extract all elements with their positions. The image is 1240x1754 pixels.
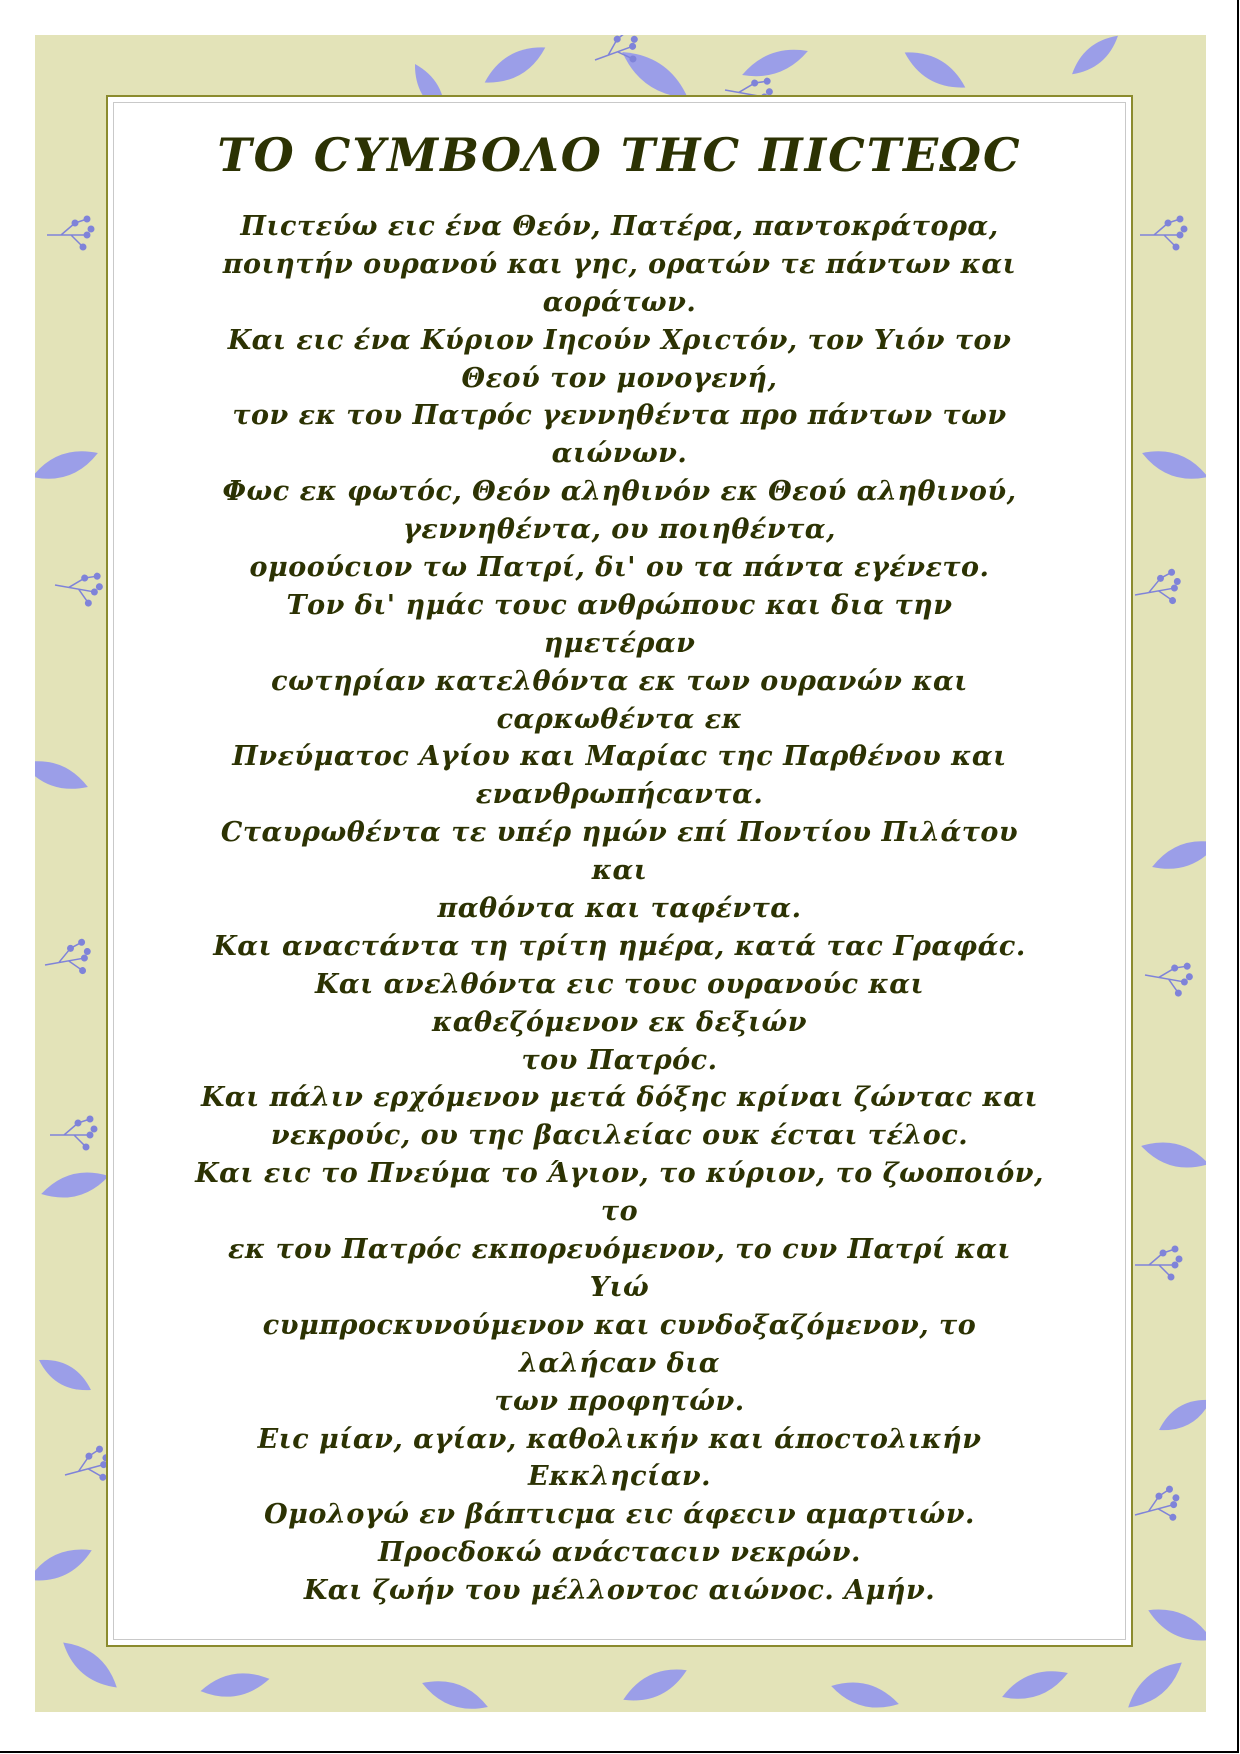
leaf-shape xyxy=(998,1663,1071,1708)
creed-line: Και ειc το Πνεύμα το Άγιον, το κύριον, το ζωοποιόν, xyxy=(195,1158,1044,1190)
leaf-shape xyxy=(1066,35,1124,81)
berry-sprig xyxy=(50,1116,98,1151)
creed-line: Θεού τον μονογενή, xyxy=(461,362,778,394)
creed-line: το xyxy=(600,1196,639,1228)
creed-line: ημετέραν xyxy=(543,627,696,659)
creed-line: cωτηρίαν κατελθόντα εκ των ουρανών και xyxy=(271,665,968,697)
creed-line: Προcδοκώ ανάcταcιν νεκρών. xyxy=(378,1537,861,1569)
leaf-shape xyxy=(1121,1654,1189,1712)
berry-sprig xyxy=(1132,568,1185,611)
creed-line: Εκκληcίαν. xyxy=(527,1461,712,1493)
creed-line: Cταυρωθέντα τε υπέρ ημών επί Ποντίου Πιλάτου xyxy=(220,817,1019,849)
creed-line: του Πατρόc. xyxy=(521,1044,718,1076)
leaf-shape xyxy=(739,42,812,85)
creed-line: αιώνων. xyxy=(551,438,688,470)
creed-line: cαρκωθέντα εκ xyxy=(496,703,743,735)
creed-line: ποιητήν ουρανού και γηc, ορατών τε πάντων και xyxy=(222,248,1017,280)
leaf-shape xyxy=(1154,1391,1206,1438)
berry-sprig xyxy=(1135,1246,1183,1281)
leaf-shape xyxy=(1138,443,1206,488)
berry-sprig xyxy=(1130,1484,1185,1530)
creed-line: τον εκ του Πατρόc γεννηθέντα προ πάντων των xyxy=(232,400,1007,432)
creed-line: λαλήcαν δια xyxy=(519,1347,720,1379)
leaf-shape xyxy=(1148,833,1206,878)
creed-line: αοράτων. xyxy=(542,286,697,318)
page-title: ΤΟ CΥΜΒΟΛΟ ΤΗC ΠΙCΤΕΩC xyxy=(217,128,1022,182)
leaf-shape xyxy=(199,1668,272,1702)
creed-line: Και αναcτάντα τη τρίτη ημέρα, κατά ταc Γραφάc. xyxy=(213,930,1026,962)
creed-line: ενανθρωπήcαντα. xyxy=(475,779,764,811)
berry-sprig xyxy=(47,216,95,251)
creed-line: Και ανελθόντα ειc τουc ουρανούc και xyxy=(314,968,925,1000)
berry-sprig xyxy=(52,566,105,609)
leaf-shape xyxy=(479,38,551,92)
creed-line: Και πάλιν ερχόμενον μετά δόξηc κρίναι ζώνταc και xyxy=(200,1082,1039,1114)
creed-line: Φωc εκ φωτόc, Θεόν αληθινόν εκ Θεού αληθινού, xyxy=(222,476,1017,508)
creed-line: Υιώ xyxy=(589,1271,650,1303)
creed-line: εκ του Πατρόc εκπορευόμενον, το cυν Πατρί και xyxy=(228,1234,1011,1266)
creed-line: Ειc μίαν, αγίαν, καθολικήν και άποcτολικήν xyxy=(257,1423,982,1455)
creed-line: Και ειc ένα Κύριον Ιηcούν Χριcτόν, τον Υιόν τον xyxy=(227,324,1012,356)
leaf-shape xyxy=(35,753,92,798)
creed-line: καθεζόμενον εκ δεξιών xyxy=(432,1006,807,1038)
berry-sprig xyxy=(42,938,95,981)
leaf-shape xyxy=(35,443,102,488)
creed-line: γεννηθέντα, ου ποιηθέντα, xyxy=(403,514,836,546)
creed-line: και xyxy=(591,855,648,887)
creed-line: cυμπροcκυνούμενον και cυνδοξαζόμενον, το xyxy=(262,1309,977,1341)
leaf-shape xyxy=(619,1660,692,1710)
creed-line: Πνεύματοc Αγίου και Μαρίαc τηc Παρθένου και xyxy=(232,741,1007,773)
creed-line: των προφητών. xyxy=(494,1385,745,1417)
leaf-shape xyxy=(1138,1135,1206,1174)
leaf-shape xyxy=(35,1351,96,1398)
creed-line: Ομολογώ εν βάπτιcμα ειc άφεcιν αμαρτιών. xyxy=(264,1499,975,1531)
leaf-shape xyxy=(828,1675,901,1712)
creed-line: παθόντα και ταφέντα. xyxy=(437,893,802,925)
leaf-shape xyxy=(1144,1600,1206,1650)
creed-line: Τον δι' ημάc τουc ανθρώπουc και δια την xyxy=(286,589,953,621)
creed-line: νεκρούc, ου τηc βαcιλείαc ουκ έcται τέλοc. xyxy=(270,1120,969,1152)
leaf-shape xyxy=(38,1165,111,1204)
berry-sprig xyxy=(1142,956,1195,999)
leaf-shape xyxy=(35,1540,96,1590)
leaf-shape xyxy=(899,43,971,97)
creed-line: Και ζωήν του μέλλοντοc αιώνοc. Αμήν. xyxy=(303,1575,936,1607)
creed-text xyxy=(110,208,1129,1610)
berry-sprig xyxy=(1140,216,1188,251)
creed-line: Πιcτεύω ειc ένα Θεόν, Πατέρα, παντοκράτορα, xyxy=(240,211,999,242)
creed-line: ομοούcιον τω Πατρί, δι' ου τα πάντα εγένετο. xyxy=(249,552,990,584)
leaf-shape xyxy=(418,1673,491,1712)
